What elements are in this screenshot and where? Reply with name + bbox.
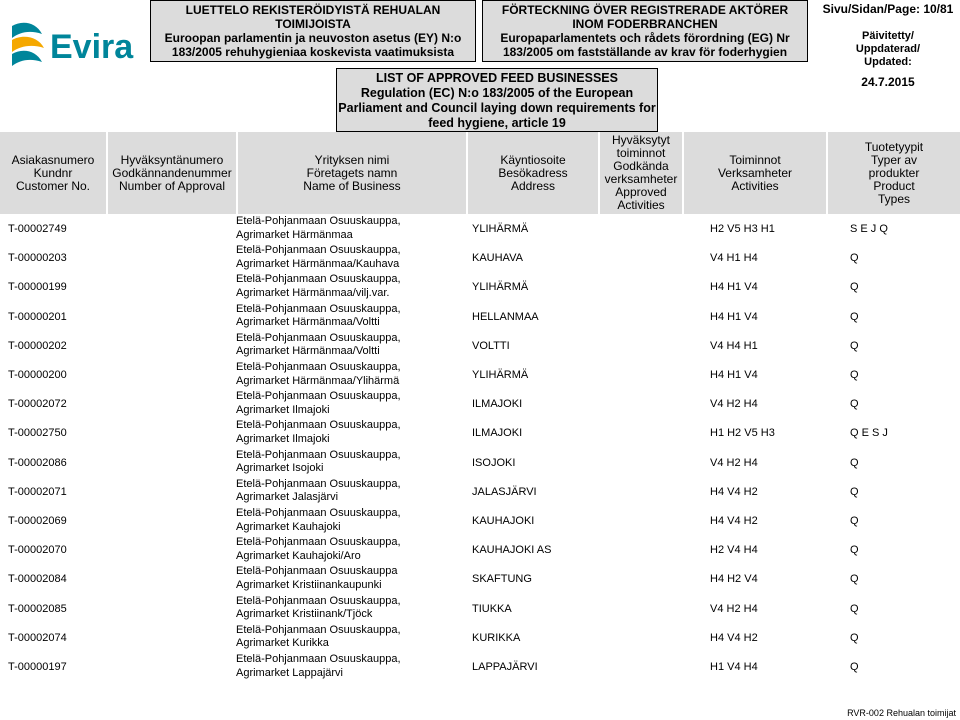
customer-no: T-00002070: [8, 544, 67, 557]
address: KAUHAJOKI AS: [472, 544, 552, 557]
business-name-line1: Etelä-Pohjanmaan Osuuskauppa,: [236, 536, 401, 549]
customer-no: T-00002749: [8, 223, 67, 235]
activities: H4 V4 H2: [710, 515, 758, 527]
activities: V4 H2 H4: [710, 398, 758, 411]
activities: V4 H1 H4: [710, 252, 758, 265]
activities: H4 H2 V4: [710, 573, 758, 586]
business-name: [236, 215, 401, 242]
business-name: [236, 244, 401, 271]
table-row: [0, 623, 960, 652]
business-name: [236, 419, 401, 446]
business-name: [236, 478, 401, 505]
business-name-line2: Agrimarket Kristiinankaupunki: [236, 578, 382, 591]
address: KURIKKA: [472, 631, 521, 644]
header-en-line1: LIST OF APPROVED FEED BUSINESSES: [376, 71, 618, 85]
activities: H1 H2 V5 H3: [710, 427, 775, 440]
business-name-line1: Etelä-Pohjanmaan Osuuskauppa,: [236, 419, 401, 432]
business-name-line2: Agrimarket Kurikka: [236, 637, 329, 650]
product-types: Q: [850, 661, 859, 673]
product-types: Q: [850, 515, 859, 527]
address: KAUHAVA: [472, 252, 523, 265]
business-name: [236, 653, 401, 680]
business-name-line2: Agrimarket Härmänmaa/vilj.var.: [236, 286, 390, 299]
customer-no: T-00002085: [8, 602, 67, 615]
header-en: [336, 68, 658, 132]
activities: H4 H1 V4: [710, 369, 758, 381]
customer-no: T-00000201: [8, 310, 67, 323]
table-row: [0, 331, 960, 360]
business-name-line2: Agrimarket Härmänmaa: [236, 228, 353, 241]
col-activities: Toiminnot Verksamheter Activities: [682, 132, 826, 214]
table-row: [0, 506, 960, 535]
header-sv-line2: INOM FODERBRANCHEN: [572, 17, 718, 31]
table-row: [0, 564, 960, 593]
header-en-line2: Regulation (EC) N:o 183/2005 of the European: [360, 86, 634, 100]
product-types: Q: [850, 339, 859, 352]
customer-no: T-00002072: [8, 398, 67, 411]
business-name: [236, 332, 401, 359]
updated-label-sv: Uppdaterad/: [855, 43, 921, 55]
activities: V4 H4 H1: [710, 339, 758, 352]
header-fi-line1: LUETTELO REKISTERÖIDYISTÄ REHUALAN: [185, 3, 441, 17]
customer-no: T-00002069: [8, 515, 67, 527]
evira-logo: [8, 16, 156, 74]
business-name: [236, 273, 401, 300]
header-sv: [482, 0, 808, 62]
customer-no: T-00000199: [8, 281, 67, 294]
address: LAPPAJÄRVI: [472, 661, 538, 673]
customer-no: T-00000203: [8, 252, 67, 265]
business-name: [236, 507, 401, 534]
table-row: [0, 418, 960, 447]
address: JALASJÄRVI: [472, 485, 537, 498]
business-name-line1: Etelä-Pohjanmaan Osuuskauppa,: [236, 390, 401, 403]
business-name-line1: Etelä-Pohjanmaan Osuuskauppa: [236, 565, 398, 578]
header-sv-line3: Europaparlamentets och rådets förordning (EG) Nr: [500, 31, 790, 45]
business-name-line1: Etelä-Pohjanmaan Osuuskauppa,: [236, 302, 401, 315]
table-row: [0, 360, 960, 389]
address: KAUHAJOKI: [472, 515, 535, 527]
table-row: [0, 272, 960, 301]
product-types: S E J Q: [850, 223, 888, 235]
business-name-line1: Etelä-Pohjanmaan Osuuskauppa,: [236, 215, 401, 227]
business-name-line2: Agrimarket Härmänmaa/Ylihärmä: [236, 374, 400, 387]
product-types: Q: [850, 485, 859, 498]
footer-code: RVR-002 Rehualan toimijat: [847, 708, 956, 718]
activities: H4 V4 H2: [710, 631, 758, 644]
updated-date: 24.7.2015: [861, 75, 915, 89]
activities: H1 V4 H4: [710, 661, 758, 673]
business-name-line2: Agrimarket Isojoki: [236, 462, 324, 475]
product-types: Q E S J: [850, 427, 888, 440]
activities: V4 H2 H4: [710, 602, 758, 615]
header-sv-line1: FÖRTECKNING ÖVER REGISTRERADE AKTÖRER: [501, 3, 789, 17]
evira-logo-mark: [8, 16, 156, 74]
header-fi-line2: TOIMIJOISTA: [275, 17, 351, 31]
table-row: [0, 389, 960, 418]
customer-no: T-00002750: [8, 427, 67, 440]
address: ILMAJOKI: [472, 398, 523, 411]
business-name-line1: Etelä-Pohjanmaan Osuuskauppa,: [236, 477, 401, 490]
business-name: [236, 565, 397, 592]
updated-label-en: Updated:: [864, 56, 912, 68]
activities: H4 H1 V4: [710, 281, 758, 294]
product-types: Q: [850, 456, 859, 469]
customer-no: T-00002086: [8, 456, 67, 469]
address: HELLANMAA: [472, 310, 539, 323]
business-name: [236, 390, 401, 417]
activities: H4 V4 H2: [710, 485, 758, 498]
business-name-line2: Agrimarket Ilmajoki: [236, 403, 330, 416]
table-row: [0, 652, 960, 681]
business-name-line2: Agrimarket Jalasjärvi: [236, 491, 339, 504]
business-name-line1: Etelä-Pohjanmaan Osuuskauppa,: [236, 361, 401, 373]
col-customer-no: Asiakasnumero Kundnr Customer No.: [0, 132, 106, 214]
address: YLIHÄRMÄ: [472, 223, 529, 235]
table-row: [0, 243, 960, 272]
table-row: [0, 214, 960, 243]
business-name: [236, 595, 401, 622]
customer-no: T-00000202: [8, 339, 67, 352]
col-business-name: Yrityksen nimi Företagets namn Name of Business: [236, 132, 466, 214]
business-name: [236, 536, 401, 563]
updated-label-fi: Päivitetty/: [862, 30, 914, 42]
business-name-line1: Etelä-Pohjanmaan Osuuskauppa,: [236, 244, 401, 257]
header-sv-line4: 183/2005 om fastställande av krav för foderhygien: [502, 45, 788, 59]
business-name-line2: Agrimarket Kauhajoki/Aro: [236, 549, 361, 562]
business-name-line2: Agrimarket Härmänmaa/Voltti: [236, 345, 380, 358]
business-name-line2: Agrimarket Härmänmaa/Kauhava: [236, 257, 400, 270]
customer-no: T-00002084: [8, 573, 67, 586]
activities: H2 V4 H4: [710, 544, 758, 557]
product-types: Q: [850, 602, 859, 615]
activities: H2 V5 H3 H1: [710, 223, 775, 235]
product-types: Q: [850, 398, 859, 411]
col-address: Käyntiosoite Besökadress Address: [466, 132, 598, 214]
customer-no: T-00002074: [8, 631, 67, 644]
product-types: Q: [850, 573, 859, 586]
customer-no: T-00000200: [8, 369, 67, 381]
header-en-line3: Parliament and Council laying down requirements for: [338, 101, 656, 115]
business-name-line2: Agrimarket Kauhajoki: [236, 520, 341, 533]
business-name: [236, 303, 401, 330]
activities: H4 H1 V4: [710, 310, 758, 323]
table-row: [0, 302, 960, 331]
business-name-line2: Agrimarket Härmänmaa/Voltti: [236, 316, 380, 329]
business-name-line2: Agrimarket Lappajärvi: [236, 666, 343, 679]
address: VOLTTI: [472, 339, 510, 352]
address: ILMAJOKI: [472, 427, 523, 440]
address: YLIHÄRMÄ: [472, 369, 529, 381]
header-en-line4: feed hygiene, article 19: [428, 116, 566, 130]
business-name: [236, 624, 401, 651]
table-row: [0, 594, 960, 623]
address: SKAFTUNG: [472, 573, 532, 586]
logo-text: Evira: [50, 28, 134, 66]
address: YLIHÄRMÄ: [472, 281, 529, 294]
table-row: [0, 477, 960, 506]
business-name-line1: Etelä-Pohjanmaan Osuuskauppa,: [236, 273, 401, 286]
customer-no: T-00002071: [8, 485, 67, 498]
col-approval-no: Hyväksyntänumero Godkännandenummer Number of Approval: [106, 132, 236, 214]
table-row: [0, 535, 960, 564]
business-name-line1: Etelä-Pohjanmaan Osuuskauppa,: [236, 653, 401, 665]
business-name-line2: Agrimarket Ilmajoki: [236, 432, 330, 445]
address: ISOJOKI: [472, 456, 516, 469]
table-row: [0, 448, 960, 477]
product-types: Q: [850, 281, 859, 294]
col-product-types: Tuotetyypit Typer av produkter Product Types: [826, 132, 960, 214]
business-name-line1: Etelä-Pohjanmaan Osuuskauppa,: [236, 623, 401, 636]
updated-label: [818, 30, 958, 69]
address: TIUKKA: [472, 602, 512, 615]
business-name-line2: Agrimarket Kristiinank/Tjöck: [236, 608, 373, 621]
header-fi-line4: 183/2005 rehuhygieniaa koskevista vaatimuksista: [171, 45, 455, 59]
product-types: Q: [850, 369, 859, 381]
product-types: Q: [850, 310, 859, 323]
page-number: Sivu/Sidan/Page: 10/81: [822, 2, 954, 16]
business-name-line1: Etelä-Pohjanmaan Osuuskauppa,: [236, 331, 401, 344]
customer-no: T-00000197: [8, 661, 67, 673]
product-types: Q: [850, 631, 859, 644]
header-fi: [150, 0, 476, 62]
business-name: [236, 449, 401, 476]
header-fi-line3: Euroopan parlamentin ja neuvoston asetus (EY) N:o: [164, 31, 462, 45]
product-types: Q: [850, 252, 859, 265]
activities: V4 H2 H4: [710, 456, 758, 469]
col-approved-activities: Hyväksytyt toiminnot Godkända verksamheter Approved Activities: [598, 132, 682, 214]
product-types: Q: [850, 544, 859, 557]
business-name-line1: Etelä-Pohjanmaan Osuuskauppa,: [236, 594, 401, 607]
business-name-line1: Etelä-Pohjanmaan Osuuskauppa,: [236, 448, 401, 461]
business-name: [236, 361, 401, 388]
business-name-line1: Etelä-Pohjanmaan Osuuskauppa,: [236, 507, 401, 519]
